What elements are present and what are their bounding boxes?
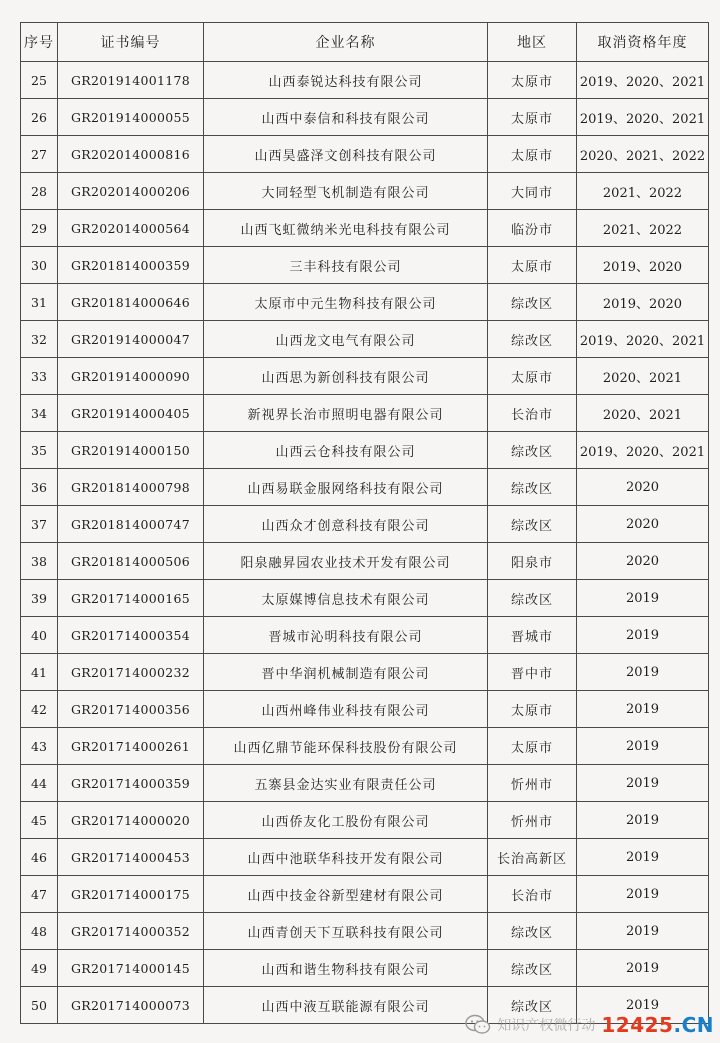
table-row [21, 247, 709, 284]
company-name: 山西云仓科技有限公司 [204, 432, 488, 469]
company-name: 新视界长治市照明电器有限公司 [204, 395, 488, 432]
row-number: 25 [21, 62, 58, 99]
region: 综改区 [488, 284, 577, 321]
row-number: 47 [21, 876, 58, 913]
certificate-number: GR201814000798 [58, 469, 204, 506]
row-number: 30 [21, 247, 58, 284]
company-name: 太原市中元生物科技有限公司 [204, 284, 488, 321]
row-number: 40 [21, 617, 58, 654]
company-name: 山西泰锐达科技有限公司 [204, 62, 488, 99]
cancelled-years: 2020、2021 [577, 395, 709, 432]
table-row [21, 913, 709, 950]
table-row [21, 210, 709, 247]
cancelled-years: 2020 [577, 506, 709, 543]
certificate-number: GR202014000564 [58, 210, 204, 247]
cancelled-years: 2019 [577, 765, 709, 802]
table-row [21, 950, 709, 987]
certificate-number: GR201914000150 [58, 432, 204, 469]
logo-domain: .CN [673, 1013, 714, 1037]
header-cert: 证书编号 [58, 23, 204, 62]
region: 综改区 [488, 432, 577, 469]
certificate-number: GR201714000165 [58, 580, 204, 617]
table-row [21, 802, 709, 839]
certificate-number: GR201914000090 [58, 358, 204, 395]
cancelled-years: 2020 [577, 469, 709, 506]
company-name: 山西飞虹微纳米光电科技有限公司 [204, 210, 488, 247]
row-number: 36 [21, 469, 58, 506]
table-row [21, 580, 709, 617]
row-number: 38 [21, 543, 58, 580]
cancelled-years: 2021、2022 [577, 173, 709, 210]
table-row [21, 691, 709, 728]
watermark [465, 1013, 714, 1037]
table-row [21, 543, 709, 580]
certificate-number: GR201714000073 [58, 987, 204, 1024]
certificate-number: GR201714000453 [58, 839, 204, 876]
row-number: 31 [21, 284, 58, 321]
company-name: 山西亿鼎节能环保科技股份有限公司 [204, 728, 488, 765]
cancelled-years: 2020、2021、2022 [577, 136, 709, 173]
row-number: 42 [21, 691, 58, 728]
table-row [21, 358, 709, 395]
certificate-number: GR201814000359 [58, 247, 204, 284]
region: 长治市 [488, 395, 577, 432]
row-number: 35 [21, 432, 58, 469]
certificate-number: GR202014000206 [58, 173, 204, 210]
region: 太原市 [488, 136, 577, 173]
region: 阳泉市 [488, 543, 577, 580]
row-number: 48 [21, 913, 58, 950]
certificate-number: GR201714000145 [58, 950, 204, 987]
company-name: 山西众才创意科技有限公司 [204, 506, 488, 543]
row-number: 37 [21, 506, 58, 543]
company-name: 山西中技金谷新型建材有限公司 [204, 876, 488, 913]
row-number: 45 [21, 802, 58, 839]
cancelled-years: 2020、2021 [577, 358, 709, 395]
row-number: 27 [21, 136, 58, 173]
cancelled-years: 2019、2020、2021 [577, 432, 709, 469]
table-row [21, 654, 709, 691]
region: 太原市 [488, 62, 577, 99]
header-row [21, 23, 709, 62]
region: 晋城市 [488, 617, 577, 654]
region: 综改区 [488, 580, 577, 617]
row-number: 32 [21, 321, 58, 358]
row-number: 28 [21, 173, 58, 210]
company-name: 山西州峰伟业科技有限公司 [204, 691, 488, 728]
row-number: 50 [21, 987, 58, 1024]
table-row [21, 506, 709, 543]
region: 晋中市 [488, 654, 577, 691]
company-name: 山西龙文电气有限公司 [204, 321, 488, 358]
row-number: 34 [21, 395, 58, 432]
certificate-number: GR201814000646 [58, 284, 204, 321]
region: 太原市 [488, 358, 577, 395]
region: 太原市 [488, 728, 577, 765]
company-name: 山西中液互联能源有限公司 [204, 987, 488, 1024]
header-name: 企业名称 [204, 23, 488, 62]
cancelled-years: 2019 [577, 691, 709, 728]
cancelled-years: 2019、2020 [577, 247, 709, 284]
region: 大同市 [488, 173, 577, 210]
company-name: 晋中华润机械制造有限公司 [204, 654, 488, 691]
cancelled-years: 2019 [577, 617, 709, 654]
wechat-icon [465, 1014, 491, 1036]
certificate-number: GR201914000055 [58, 99, 204, 136]
header-years: 取消资格年度 [577, 23, 709, 62]
row-number: 26 [21, 99, 58, 136]
company-name: 山西昊盛泽文创科技有限公司 [204, 136, 488, 173]
logo-number: 12425 [601, 1013, 674, 1037]
company-name: 山西思为新创科技有限公司 [204, 358, 488, 395]
cancelled-years: 2019 [577, 654, 709, 691]
table-row [21, 469, 709, 506]
table-header [21, 23, 709, 62]
row-number: 41 [21, 654, 58, 691]
region: 综改区 [488, 913, 577, 950]
region: 太原市 [488, 691, 577, 728]
watermark-text: 知识产权微行动 [497, 1018, 596, 1034]
row-number: 44 [21, 765, 58, 802]
certificate-number: GR201714000175 [58, 876, 204, 913]
region: 长治市 [488, 876, 577, 913]
row-number: 33 [21, 358, 58, 395]
certificate-number: GR201814000506 [58, 543, 204, 580]
cancelled-years: 2019 [577, 950, 709, 987]
table-row [21, 432, 709, 469]
region: 忻州市 [488, 802, 577, 839]
certificate-number: GR201714000356 [58, 691, 204, 728]
cancelled-years: 2020 [577, 543, 709, 580]
table-row [21, 876, 709, 913]
certificate-number: GR201714000354 [58, 617, 204, 654]
table-row [21, 284, 709, 321]
table-row [21, 99, 709, 136]
region: 综改区 [488, 950, 577, 987]
region: 临汾市 [488, 210, 577, 247]
company-name: 晋城市沁明科技有限公司 [204, 617, 488, 654]
header-no: 序号 [21, 23, 58, 62]
region: 长治高新区 [488, 839, 577, 876]
certificate-number: GR201714000261 [58, 728, 204, 765]
certificate-number: GR201714000352 [58, 913, 204, 950]
company-name: 五寨县金达实业有限责任公司 [204, 765, 488, 802]
cancelled-years: 2019 [577, 802, 709, 839]
cancelled-years: 2019 [577, 580, 709, 617]
table-row [21, 395, 709, 432]
row-number: 46 [21, 839, 58, 876]
company-table [20, 22, 709, 1024]
region: 综改区 [488, 469, 577, 506]
region: 忻州市 [488, 765, 577, 802]
site-logo [601, 1013, 714, 1037]
cancelled-years: 2019 [577, 839, 709, 876]
cancelled-years: 2019、2020 [577, 284, 709, 321]
header-region: 地区 [488, 23, 577, 62]
table-row [21, 765, 709, 802]
cancelled-years: 2019 [577, 876, 709, 913]
region: 综改区 [488, 506, 577, 543]
certificate-number: GR201914001178 [58, 62, 204, 99]
table-row [21, 136, 709, 173]
table-row [21, 173, 709, 210]
table-row [21, 62, 709, 99]
certificate-number: GR202014000816 [58, 136, 204, 173]
certificate-number: GR201714000359 [58, 765, 204, 802]
certificate-number: GR201914000405 [58, 395, 204, 432]
table-row [21, 728, 709, 765]
company-name: 山西青创天下互联科技有限公司 [204, 913, 488, 950]
cancelled-years: 2019 [577, 913, 709, 950]
table-row [21, 839, 709, 876]
company-name: 山西和谐生物科技有限公司 [204, 950, 488, 987]
region: 综改区 [488, 321, 577, 358]
row-number: 29 [21, 210, 58, 247]
row-number: 43 [21, 728, 58, 765]
table-row [21, 321, 709, 358]
region: 综改区 [488, 987, 577, 1024]
company-name: 大同轻型飞机制造有限公司 [204, 173, 488, 210]
cancelled-years: 2019、2020、2021 [577, 99, 709, 136]
company-name: 阳泉融昇园农业技术开发有限公司 [204, 543, 488, 580]
cancelled-years: 2019 [577, 728, 709, 765]
company-name: 太原媒博信息技术有限公司 [204, 580, 488, 617]
company-name: 山西中池联华科技开发有限公司 [204, 839, 488, 876]
table-row [21, 617, 709, 654]
company-name: 山西侨友化工股份有限公司 [204, 802, 488, 839]
cancelled-years: 2019 [577, 987, 709, 1024]
company-name: 三丰科技有限公司 [204, 247, 488, 284]
company-name: 山西中泰信和科技有限公司 [204, 99, 488, 136]
cancelled-years: 2019、2020、2021 [577, 321, 709, 358]
region: 太原市 [488, 247, 577, 284]
table-body [21, 62, 709, 1024]
company-name: 山西易联金服网络科技有限公司 [204, 469, 488, 506]
certificate-number: GR201914000047 [58, 321, 204, 358]
certificate-number: GR201714000020 [58, 802, 204, 839]
certificate-number: GR201714000232 [58, 654, 204, 691]
row-number: 39 [21, 580, 58, 617]
certificate-number: GR201814000747 [58, 506, 204, 543]
cancelled-years: 2021、2022 [577, 210, 709, 247]
region: 太原市 [488, 99, 577, 136]
cancelled-years: 2019、2020、2021 [577, 62, 709, 99]
row-number: 49 [21, 950, 58, 987]
